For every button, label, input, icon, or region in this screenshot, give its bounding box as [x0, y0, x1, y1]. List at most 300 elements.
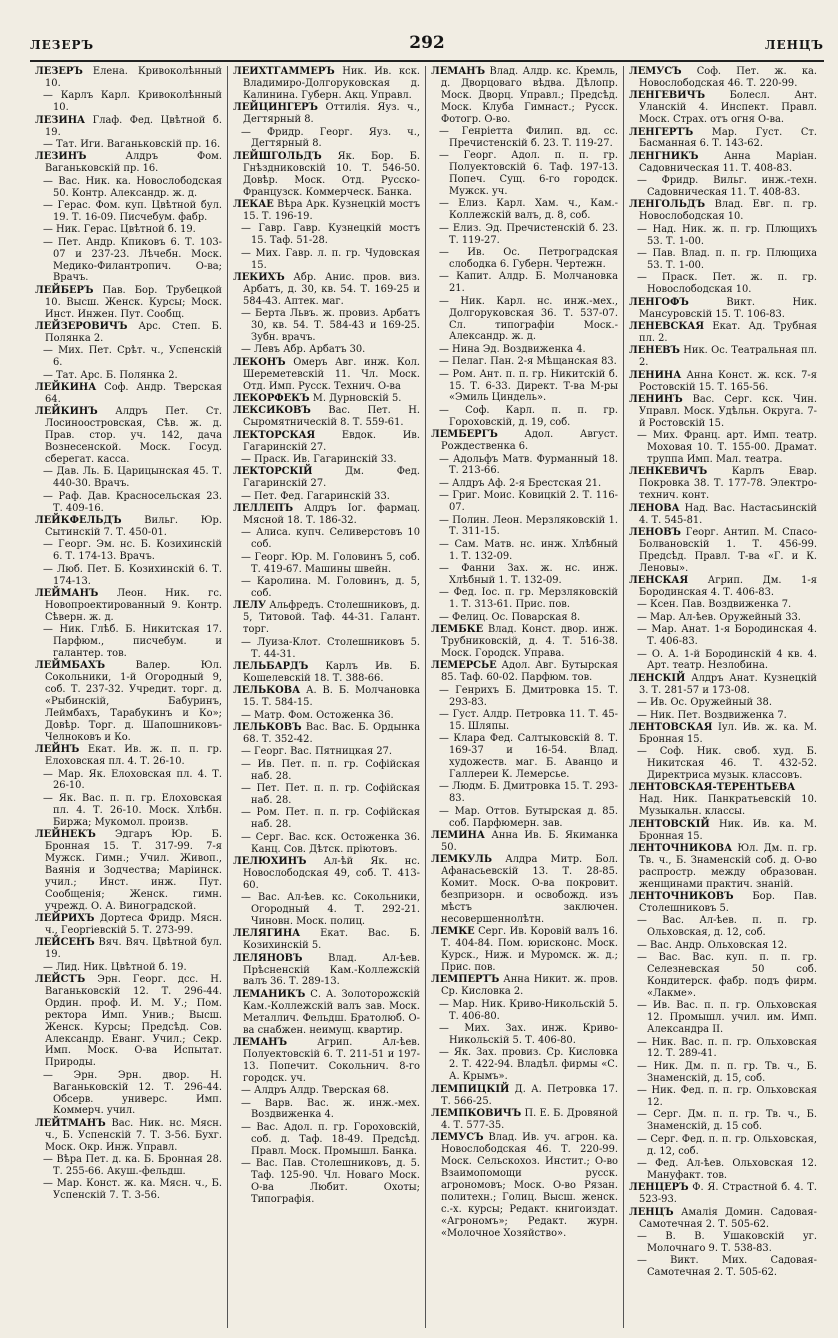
directory-entry	[233, 102, 420, 126]
entry-text: — Дав. Ль. Б. Царицынская 45. Т. 440-30. Врачъ.	[43, 466, 222, 490]
entry-surname: ЛЕНИНА	[629, 369, 682, 381]
entry-text: — Григ. Моис. Ковицкій 2. Т. 116-07.	[439, 490, 618, 514]
directory-entry	[35, 937, 222, 961]
entry-surname: ЛЕЛЯНОВЪ	[233, 952, 303, 964]
directory-entry	[629, 199, 817, 223]
page-header	[30, 30, 824, 62]
entry-text: — Вас. Ал-ѣев. кс. Сокольники, Огородный 4. Т. 292-21. Чиновн. Моск. полиц.	[241, 892, 420, 927]
entry-text: Вас. Ник. нс. Мясн. ч., Б. Успенскій 7. Т. 3-56. Бухг. Моск. Окр. Инж. Управл.	[45, 1117, 222, 1153]
directory-entry	[35, 370, 222, 382]
directory-entry	[233, 1037, 420, 1085]
directory-entry	[233, 357, 420, 393]
entry-surname: ЛЕНСКАЯ	[629, 575, 689, 587]
entry-text: Адол. Авг. Бутырская 85. Таф. 60-02. Парфюм. тов.	[441, 660, 619, 684]
entry-text: Дортеса Фридр. Мясн. ч., Георгіевскій 5. Т. 273-99.	[45, 912, 223, 936]
directory-entry	[233, 454, 420, 466]
directory-entry	[431, 150, 618, 198]
directory-entry	[233, 1098, 420, 1122]
directory-entry	[629, 612, 817, 624]
entry-surname: ЛЕКТОРСКІЙ	[233, 466, 313, 478]
entry-surname: ЛЕНОВА	[629, 502, 680, 514]
entry-text: Елена. Кривоколѣнный 10.	[45, 66, 222, 89]
entry-surname: ЛЕМБЕРГЪ	[431, 429, 498, 441]
directory-entry	[431, 830, 618, 854]
entry-text: Анна Маріан. Садовническая 11. Т. 408-83.	[639, 150, 817, 174]
directory-entry	[431, 1023, 618, 1047]
entry-surname: ЛЕНГЕРТЪ	[629, 126, 694, 138]
directory-entry	[233, 430, 420, 454]
directory-entry	[233, 637, 420, 661]
directory-entry	[629, 891, 817, 915]
directory-entry	[431, 539, 618, 563]
directory-entry	[233, 503, 420, 527]
entry-text: Екат. Ад. Трубная пл. 2.	[639, 321, 817, 344]
entry-surname: ЛЕМЕРСЬЕ	[431, 660, 497, 672]
directory-entry	[35, 90, 222, 114]
column-3	[426, 66, 624, 1328]
entry-text: — Пав. Влад. п. п. гр. Плющиха 53. Т. 1-00.	[637, 248, 817, 271]
entry-text: — Раф. Дав. Красносельская 23. Т. 409-16.	[43, 490, 222, 514]
directory-entry	[233, 710, 420, 722]
directory-entry	[431, 1108, 618, 1132]
directory-entry	[35, 744, 222, 768]
entry-text: Анна Конст. ж. кск. 7-я Ростовскій 15. Т. 165-56.	[639, 369, 817, 393]
directory-entry	[431, 685, 618, 709]
entry-text: — Ник. Вас. п. п. гр. Ольховская 12. Т. 289-41.	[637, 1036, 817, 1060]
directory-entry	[431, 247, 618, 271]
entry-text: — Нина Эд. Воздвиженка 4.	[439, 343, 586, 355]
entry-surname: ЛЕНТОВСКАЯ-ТЕРЕНТЬЕВА	[629, 782, 796, 794]
directory-entry	[35, 913, 222, 937]
entry-text: — Лид. Ник. Цвѣтной б. 19.	[43, 961, 187, 973]
entry-text: Соф. Андр. Тверская 64.	[45, 382, 222, 405]
entry-surname: ЛЕЗИНЪ	[35, 151, 87, 163]
entry-text: — Клара Фед. Салтыковскій 8. Т. 169-37 и 16-54. Влад. художеств. маг. Б. Аванцо и Галлереи К. Лемерсье.	[439, 733, 618, 781]
entry-text: — Тат. Иги. Ваганьковскій пр. 16.	[43, 138, 221, 150]
entry-text: Влад. Алдр. кс. Кремль, д. Дворцоваго вѣдва. Дѣлопр. Моск. Дворц. Управл.; Предсѣд. Моск. Клуба Гимнаст.; Русск. Фотогр. О-во.	[441, 66, 618, 125]
entry-text: — Ник. Дм. п. п. гр. Тв. ч., Б. Знаменскій, д. 15, соб.	[637, 1060, 817, 1084]
entry-text: — Варв. Вас. ж. инж.-мех. Воздвиженка 4.	[241, 1097, 420, 1121]
directory-entry	[233, 928, 420, 952]
directory-entry	[431, 612, 618, 624]
directory-entry	[35, 962, 222, 974]
entry-text: — Каролина. М. Головинъ, д. 5, соб.	[241, 576, 420, 599]
entry-surname: ЛЕМКУЛЬ	[431, 854, 493, 866]
entry-text: — Фридр. Георг. Яуз. ч., Дегтярный 8.	[241, 126, 420, 150]
column-4	[624, 66, 822, 1328]
directory-entry	[233, 832, 420, 856]
directory-entry	[431, 660, 618, 684]
directory-entry	[431, 223, 618, 247]
directory-entry	[629, 599, 817, 611]
entry-text: — Генрихъ Б. Дмитровка 15. Т. 293-83.	[439, 684, 618, 708]
entry-text: Георг. Антип. М. Спасо-Болвановскій 1. Т. 456-99. Предсѣд. Правл. Т-ва «Г. и К. Леновы».	[639, 526, 818, 574]
directory-entry	[431, 624, 618, 660]
entry-text: Соф. Пет. ж. ка. Новослободская 46. Т. 220-99.	[639, 66, 818, 89]
entry-surname: ЛЕНГОФЪ	[629, 296, 689, 308]
directory-entry	[629, 1182, 817, 1206]
directory-entry	[233, 807, 420, 831]
directory-entry	[629, 151, 817, 175]
directory-entry	[629, 673, 817, 697]
entry-text: Абр. Анис. пров. виз. Арбатъ, д. 30, кв. 54. Т. 169-25 и 584-43. Аптек. маг.	[243, 271, 421, 307]
entry-text: Эдгаръ Юр. Б. Бронная 15. Т. 317-99. 7-я Мужск. Гимн.; Учил. Живоп., Ваянія и Зодчества; Маріинск. учил.; Инст. инж. Пут. Сообщенія; Женск. гимн. учрежд. О. А. Виноградской.	[45, 829, 222, 912]
directory-entry	[233, 1122, 420, 1158]
entry-surname: ЛЕНЕВЪ	[629, 345, 680, 357]
entry-text: Алдръ Анат. Кузнецкій 3. Т. 281-57 и 173-08.	[639, 672, 817, 696]
directory-entry	[629, 248, 817, 272]
directory-entry	[431, 781, 618, 805]
directory-entry	[35, 200, 222, 224]
directory-entry	[35, 515, 222, 539]
entry-text: Вас. Серг. кск. Чин. Управл. Моск. Удѣльн. Округа. 7-й Ростовскій 15.	[639, 393, 817, 429]
entry-text: Пав. Бор. Трубецкой 10. Высш. Женск. Курсы; Моск. Инст. Инжен. Пут. Сообщ.	[45, 284, 222, 320]
entry-surname: ЛЕМИНА	[431, 830, 485, 842]
directory-entry	[35, 466, 222, 490]
directory-entry	[629, 1231, 817, 1255]
entry-text: С. А. Золоторожскій Кам.-Коллежскій валъ зав. Моск. Металлич. Фельдш. Братолюб. О-ва снабжен. неимущ. квартир.	[243, 988, 421, 1036]
entry-surname: ЛЕНГЕВИЧЪ	[629, 90, 706, 102]
entry-surname: ЛЕЙСЕНЪ	[35, 937, 95, 949]
entry-text: — Як. Зах. провиз. Ср. Кисловка 2. Т. 422-94. Владѣл. фирмы «С. А. Крымъ».	[439, 1047, 618, 1083]
entry-text: — Пет. Андр. Кпиковъ 6. Т. 103-07 и 237-23. Лѣчебн. Моск. Медико-Филантропич. О-ва; Врачъ.	[43, 236, 222, 284]
entry-text: Влад. Конст. двор. инж. Трубниковскій, д. 4. Т. 516-38. Моск. Городск. Управа.	[441, 624, 618, 659]
directory-entry	[431, 369, 618, 405]
directory-entry	[35, 115, 222, 139]
entry-surname: ЛЕЗИНА	[35, 114, 86, 126]
entry-surname: ЛЕМАНЪ	[233, 1037, 288, 1048]
directory-entry	[233, 989, 420, 1037]
directory-entry	[35, 793, 222, 829]
directory-entry	[629, 575, 817, 599]
entry-text: — Мар. Оттов. Бутырская д. 85. соб. Парфюмерн. зав.	[439, 805, 618, 829]
entry-surname: ЛЕНОВЪ	[629, 526, 681, 538]
directory-entry	[629, 1207, 817, 1231]
entry-surname: ЛЕЛУ	[233, 600, 267, 612]
directory-entry	[431, 515, 618, 539]
entry-text: Адол. Август. Рождественка 6.	[441, 429, 618, 453]
entry-surname: ЛЕНЕВСКАЯ	[629, 321, 705, 333]
directory-entry	[35, 382, 222, 406]
directory-entry	[629, 430, 817, 466]
directory-entry	[629, 370, 817, 394]
directory-entry	[233, 272, 420, 308]
entry-surname: ЛЕЛЛЕПЪ	[233, 503, 294, 515]
directory-entry	[629, 819, 817, 843]
entry-text: — Праск. Ив. Гагаринскій 33.	[241, 454, 397, 465]
directory-entry	[629, 1158, 817, 1182]
directory-entry	[233, 953, 420, 989]
entry-text: Серг. Ив. Коровій валъ 16. Т. 404-84. Пом. юрисконс. Моск. Курск., Ниж. и Муромск. ж. д.; Прис. пов.	[441, 926, 618, 974]
entry-surname: ЛЕКТОРСКАЯ	[233, 429, 316, 441]
entry-surname: ЛЕЙЦИНГЕРЪ	[233, 102, 319, 114]
entry-text: Агрип. Дм. 1-я Бородинская 4. Т. 406-83.	[639, 575, 817, 598]
entry-text: Ник. Ив. ка. М. Бронная 15.	[639, 818, 817, 842]
directory-entry	[35, 285, 222, 321]
directory-entry	[233, 576, 420, 600]
entry-text: — Левъ Абр. Арбатъ 30.	[241, 344, 366, 356]
entry-text: Вас. Пет. Н. Сыромятническій 8. Т. 559-61.	[243, 405, 421, 429]
directory-entry	[35, 624, 222, 660]
directory-entry	[629, 915, 817, 939]
directory-entry	[431, 1084, 618, 1108]
directory-entry	[431, 999, 618, 1023]
directory-entry	[35, 1178, 222, 1202]
entry-text: Екат. Вас. Б. Козихинскій 5.	[243, 928, 421, 952]
entry-text: — Соф. Ник. своб. худ. Б. Никитская 46. Т. 432-52. Директриса музык. классовъ.	[637, 746, 817, 782]
directory-entry	[629, 503, 817, 527]
entry-text: Як. Бор. Б. Гнѣздниковскій 10. Т. 546-50. Довѣр. Моск. Отд. Русско-Французск. Коммерческ. Банка.	[243, 150, 421, 198]
entry-surname: ЛЕЗЕРЪ	[35, 66, 83, 77]
entry-text: Вяч. Вяч. Цвѣтной бул. 19.	[45, 937, 222, 961]
directory-entry	[233, 405, 420, 429]
directory-entry	[431, 344, 618, 356]
directory-entry	[233, 151, 420, 199]
directory-entry	[629, 722, 817, 746]
entry-text: — Мих. Пет. Срѣт. ч., Успенскій 6.	[43, 345, 222, 369]
entry-text: — Мар. Ал-ѣев. Оружейный 33.	[637, 611, 801, 623]
entry-text: — Ив. Вас. п. п. гр. Ольховская 12. Промышл. учил. им. Имп. Александра II.	[637, 1000, 817, 1036]
entry-surname: ЛЕМАНЪ	[431, 66, 486, 77]
directory-entry	[431, 454, 618, 478]
directory-entry	[629, 697, 817, 709]
directory-entry	[629, 952, 817, 1000]
entry-surname: ЛЕЙНЕКЪ	[35, 829, 96, 841]
directory-entry	[35, 660, 222, 743]
entry-surname: ЛЕКОНЪ	[233, 356, 286, 368]
entry-surname: ЛЕЙМАНЪ	[35, 587, 99, 599]
entry-text: Агрип. Ал-ѣев. Полуектовскій 6. Т. 211-51 и 197-13. Попечит. Сокольнич. 8-го городск. уч.	[243, 1037, 420, 1084]
entry-text: Алдра Митр. Бол. Афанасьевскій 13. Т. 28-85. Комит. Моск. О-ва покровит. безпризорн. и освобожд. изъ мѣстъ заключен. несовершеннолѣтн.	[441, 854, 618, 925]
entry-text: — Елиз. Карл. Хам. ч., Кам.-Коллежскій валъ, д. 8, соб.	[439, 198, 618, 222]
entry-surname: ЛЕКСИКОВЪ	[233, 405, 311, 417]
entry-text: — Адольфъ Матв. Фурманный 18. Т. 213-66.	[439, 453, 618, 477]
entry-text: — Ник. Фед. п. п. гр. Ольховская 12.	[637, 1085, 817, 1109]
entry-text: Над. Ник. Панкратьевскій 10. Музыкальн. классы.	[639, 794, 817, 818]
directory-entry	[233, 248, 420, 272]
entry-surname: ЛЕНСКІЙ	[629, 672, 686, 684]
entry-text: Викт. Ник. Мансуровскій 15. Т. 106-83.	[639, 296, 817, 320]
entry-text: — Фридр. Вильг. инж.-техн. Садовническая 11. Т. 408-83.	[637, 175, 817, 199]
entry-text: — Мих. Зах. инж. Криво-Никольскій 5. Т. 406-80.	[439, 1023, 618, 1046]
directory-entry	[35, 139, 222, 151]
directory-entry	[629, 746, 817, 782]
entry-text: — Георг. Юр. М. Головинъ 5, соб. Т. 419-67. Машины швейн.	[241, 551, 420, 575]
entry-text: — Матр. Фом. Остоженка 36.	[241, 709, 394, 721]
directory-entry	[629, 1037, 817, 1061]
directory-entry	[431, 405, 618, 429]
entry-text: — Ксен. Пав. Воздвиженка 7.	[637, 599, 792, 611]
directory-entry	[233, 600, 420, 636]
entry-text: Альфредъ. Столешниковъ, д. 5, Титовой. Таф. 44-31. Галант. торг.	[243, 600, 421, 636]
entry-text: — Герас. Фом. куп. Цвѣтной бул. 19. Т. 16-09. Писчебум. фабр.	[43, 199, 222, 223]
entry-text: — Соф. Карл. п. п. гр. Гороховскій, д. 19, соб.	[439, 404, 618, 428]
directory-entry	[35, 539, 222, 563]
entry-surname: ЛЕМПИЦКІЙ	[431, 1083, 510, 1095]
entry-text: — Берта Львъ. ж. провиз. Арбатъ 30, кв. 54. Т. 584-43 и 169-25. Зубн. врачъ.	[241, 308, 420, 343]
entry-text: — Вас. Андр. Ольховская 12.	[637, 939, 788, 951]
entry-text: Карлъ Евар. Покровка 38. Т. 177-78. Электро-технич. конт.	[639, 466, 817, 502]
directory-entry	[431, 1047, 618, 1083]
entry-text: — Пелаг. Пан. 2-я Мѣщанская 83.	[439, 356, 617, 368]
entry-text: — Георг. Вас. Пятницкая 27.	[241, 746, 393, 758]
entry-text: — Ник. Глѣб. Б. Никитская 17. Парфюм., писчебум. и галантер. тов.	[43, 624, 222, 659]
directory-entry	[629, 1255, 817, 1279]
entry-text: — Полин. Леон. Мерзляковскій 1. Т. 311-15.	[439, 514, 618, 538]
entry-text: Оттилія. Яуз. ч., Дегтярный 8.	[243, 102, 420, 126]
entry-text: Екат. Ив. ж. п. п. гр. Елоховская пл. 4. Т. 26-10.	[45, 744, 222, 768]
entry-text: — Фед. Ал-ѣев. Ольховская 12. Мануфакт. тов.	[637, 1158, 817, 1181]
directory-entry	[233, 491, 420, 503]
entry-text: Алдръ Пет. Ст. Лосиноостровская, Сѣв. ж. д. Прав. стор. уч. 142, дача Вознесенской. Моск. Госуд. сберегат. касса.	[45, 406, 223, 465]
directory-entry	[35, 1118, 222, 1154]
entry-surname: ЛЕЙЗЕРОВИЧЪ	[35, 321, 128, 333]
directory-entry	[629, 1134, 817, 1158]
directory-entry	[233, 1085, 420, 1097]
page-number: 292	[409, 33, 445, 53]
entry-surname: ЛЕМКЕ	[431, 926, 475, 938]
entry-text: — Ник. Карл. нс. инж.-мех., Долгоруковская 36. Т. 537-07. Сл. типографіи Моск.-Александр. ж. д.	[439, 295, 618, 343]
entry-text: — Елиз. Эд. Пречистенскій б. 23. Т. 119-27.	[439, 222, 618, 246]
entry-text: Амалія Домин. Садовая-Самотечная 2. Т. 505-62.	[639, 1206, 817, 1230]
directory-entry	[233, 892, 420, 928]
entry-surname: ЛЕЙХТГАММЕРЪ	[233, 66, 335, 77]
directory-entry	[35, 237, 222, 285]
entry-text: — Алиса. купч. Селиверстовъ 10 соб.	[241, 527, 420, 551]
entry-text: — Алдръ Алдр. Тверская 68.	[241, 1085, 389, 1097]
entry-text: — В. В. Ушаковскій уг. Молочнаго 9. Т. 538-83.	[637, 1231, 817, 1254]
entry-text: Глаф. Фед. Цвѣтной б. 19.	[45, 114, 222, 138]
entry-text: — Гавр. Гавр. Кузнецкій мостъ 15. Таф. 51-28.	[241, 223, 420, 247]
entry-text: Леон. Ник. гс. Новопроектированный 9. Контр. Сѣверн. ж. д.	[45, 587, 222, 623]
entry-surname: ЛЕЙКФЕЛЬДЪ	[35, 515, 122, 527]
entry-text: Влад. Евг. п. гр. Новослободская 10.	[639, 199, 817, 223]
entry-text: Вильг. Юр. Сытинскій 7. Т. 450-01.	[45, 515, 222, 538]
entry-text: — Вѣра Пет. д. ка. Б. Бронная 28. Т. 255-66. Акуш.-фельдш.	[43, 1154, 222, 1177]
entry-surname: ЛЕМПКОВИЧЪ	[431, 1107, 522, 1119]
entry-surname: ЛЕЛЬКОВЪ	[233, 721, 302, 733]
entry-text: — Мар. Анат. 1-я Бородинская 4. Т. 406-83.	[637, 624, 817, 648]
directory-entry	[233, 722, 420, 746]
directory-entry	[431, 563, 618, 587]
entry-text: — Густ. Алдр. Петровка 11. Т. 45-15. Шляпы.	[439, 709, 618, 732]
entry-text: — Над. Ник. ж. п. гр. Плющихъ 53. Т. 1-00.	[637, 223, 817, 247]
entry-surname: ЛЕНЦЕРЪ	[629, 1182, 689, 1194]
entry-surname: ЛЕМПЕРТЪ	[431, 974, 500, 986]
directory-entry	[629, 394, 817, 430]
entry-text: — Ник. Пет. Воздвиженка 7.	[637, 709, 787, 721]
directory-entry	[431, 490, 618, 514]
entry-text: — Мих. Гавр. л. п. гр. Чудовская 15.	[241, 247, 420, 271]
entry-text: — Луиза-Клот. Столешниковъ 5. Т. 44-31.	[241, 636, 420, 660]
directory-entry	[35, 1070, 222, 1118]
directory-entry	[629, 466, 817, 502]
entry-text: — Ив. Ос. Петроградская слободка 6. Губерн. Чертежн.	[439, 247, 618, 270]
directory-entry	[233, 308, 420, 344]
entry-surname: ЛЕМБКЕ	[431, 624, 484, 636]
directory-entry	[431, 429, 618, 453]
entry-text: П. Е. Б. Дровяной 4. Т. 577-35.	[441, 1107, 618, 1131]
entry-text: Вас. Вас. Б. Ордынка 68. Т. 352-42.	[243, 721, 420, 745]
directory-entry	[35, 176, 222, 200]
directory-entry	[35, 769, 222, 793]
directory-entry	[431, 733, 618, 781]
directory-entry	[431, 271, 618, 295]
entry-surname: ЛЕНГОЛЬДЪ	[629, 199, 706, 211]
entry-text: Бор. Пав. Столешниковъ 5.	[639, 891, 817, 915]
directory-entry	[35, 829, 222, 912]
entry-text: — Георг. Адол. п. п. гр. Полуектовскій 6. Таф. 197-13. Попеч. Сущ. 6-го городск. Мужск. уч.	[439, 150, 618, 198]
entry-surname: ЛЕНТОЧНИКОВА	[629, 843, 733, 854]
directory-entry	[35, 151, 222, 175]
entry-surname: ЛЕКИХЪ	[233, 271, 285, 283]
entry-text: Ф. Я. Страстной б. 4. Т. 523-93.	[639, 1182, 817, 1206]
directory-entry	[431, 198, 618, 222]
directory-entry	[629, 843, 817, 891]
entry-text: — Фед. Іос. п. гр. Мерзляковскій 1. Т. 313-61. Прис. пов.	[439, 587, 618, 611]
entry-text: Алдръ Фом. Ваганьковскій пр. 16.	[45, 151, 222, 175]
header-right-word: ЛЕНЦЪ	[764, 38, 824, 52]
directory-entry	[629, 175, 817, 199]
directory-entry	[629, 297, 817, 321]
entry-text: — Ник. Герас. Цвѣтной б. 19.	[43, 224, 196, 236]
entry-text: Влад. Ив. уч. агрон. ка. Новослободская 46. Т. 220-99. Моск. Сельскохоз. Инстит.; О-во Взаимопомощи русск. агрономовъ; Моск. О-во Рязан. политехн.; Голиц. Высш. женск. с.-х. курсы; Редакт. книгоиздат. «Агрономъ»; Редакт. журн. «Молочное Хозяйство».	[441, 1132, 618, 1239]
directory-entry	[233, 527, 420, 551]
directory-entry	[233, 1158, 420, 1206]
entry-text: Мар. Густ. Ст. Басманная 6. Т. 143-62.	[639, 126, 817, 150]
directory-entry	[233, 685, 420, 709]
entry-surname: ЛЕНИНЪ	[629, 393, 683, 405]
directory-entry	[629, 272, 817, 296]
entry-text: Анна Никит. ж. пров. Ср. Кисловка 2.	[441, 974, 619, 998]
entry-text: — Фанни Зах. ж. нс. инж. Хлѣбный 1. Т. 132-09.	[439, 563, 618, 587]
entry-surname: ЛЕЙНЪ	[35, 744, 80, 756]
directory-entry	[629, 527, 817, 575]
entry-text: — Мар. Як. Елоховская пл. 4. Т. 26-10.	[43, 768, 222, 792]
entry-surname: ЛЕМУСЪ	[431, 1132, 484, 1144]
entry-text: Влад. Ал-ѣев. Прѣсненскій Кам.-Коллежскій валъ 36. Т. 289-13.	[243, 952, 420, 988]
entry-text: Анна Ив. Б. Якиманка 50.	[441, 830, 619, 853]
entry-text: — Пет. Пет. п. п. гр. Софійская наб. 28.	[241, 782, 420, 806]
directory-entry	[431, 587, 618, 611]
directory-entry	[629, 649, 817, 673]
entry-surname: ЛЕЙСТЪ	[35, 973, 86, 985]
entry-surname: ЛЕЙШГОЛЬДЪ	[233, 150, 322, 162]
entry-text: — Генріетта Филип. вд. сс. Пречистенскій б. 23. Т. 119-27.	[439, 126, 618, 149]
entry-text: Д. А. Петровка 17. Т. 566-25.	[441, 1083, 618, 1107]
entry-surname: ЛЕЙТМАНЪ	[35, 1117, 106, 1129]
entry-text: Ал-ѣй Як. нс. Новослободская 49, соб. Т. 413-60.	[243, 855, 420, 891]
directory-entry	[233, 127, 420, 151]
directory-entry	[431, 126, 618, 150]
entry-text: — Фелиц. Ос. Поварская 8.	[439, 611, 581, 623]
entry-text: — Вас. Ник. ка. Новослободская 50. Контр. Александр. ж. д.	[43, 175, 222, 199]
entry-surname: ЛЕЙКИНЪ	[35, 406, 98, 418]
entry-text: — Мар. Конст. ж. ка. Мясн. ч., Б. Успенскій 7. Т. 3-56.	[43, 1178, 222, 1202]
entry-text: М. Дурновскій 5.	[312, 392, 402, 404]
entry-text: Над. Вас. Настасьинскій 4. Т. 545-81.	[639, 502, 818, 526]
entry-surname: ЛЕМАНИКЪ	[233, 988, 306, 1000]
directory-entry	[233, 66, 420, 102]
entry-text: Ник. Ив. кск. Владимиро-Долгоруковская д. Калинина. Губерн. Акц. Управл.	[243, 66, 421, 101]
entry-surname: ЛЕНКЕВИЧЪ	[629, 466, 708, 478]
entry-surname: ЛЕЙМБАХЪ	[35, 660, 106, 672]
entry-text: — Серг. Фед. п. п. гр. Ольховская, д. 12, соб.	[637, 1133, 817, 1157]
entry-text: — Карлъ Карл. Кривоколѣнный 10.	[43, 90, 222, 114]
header-left-word: ЛЕЗЕРЪ	[30, 38, 95, 52]
directory-entry	[35, 588, 222, 624]
entry-surname: ЛЕНТОЧНИКОВЪ	[629, 891, 734, 903]
